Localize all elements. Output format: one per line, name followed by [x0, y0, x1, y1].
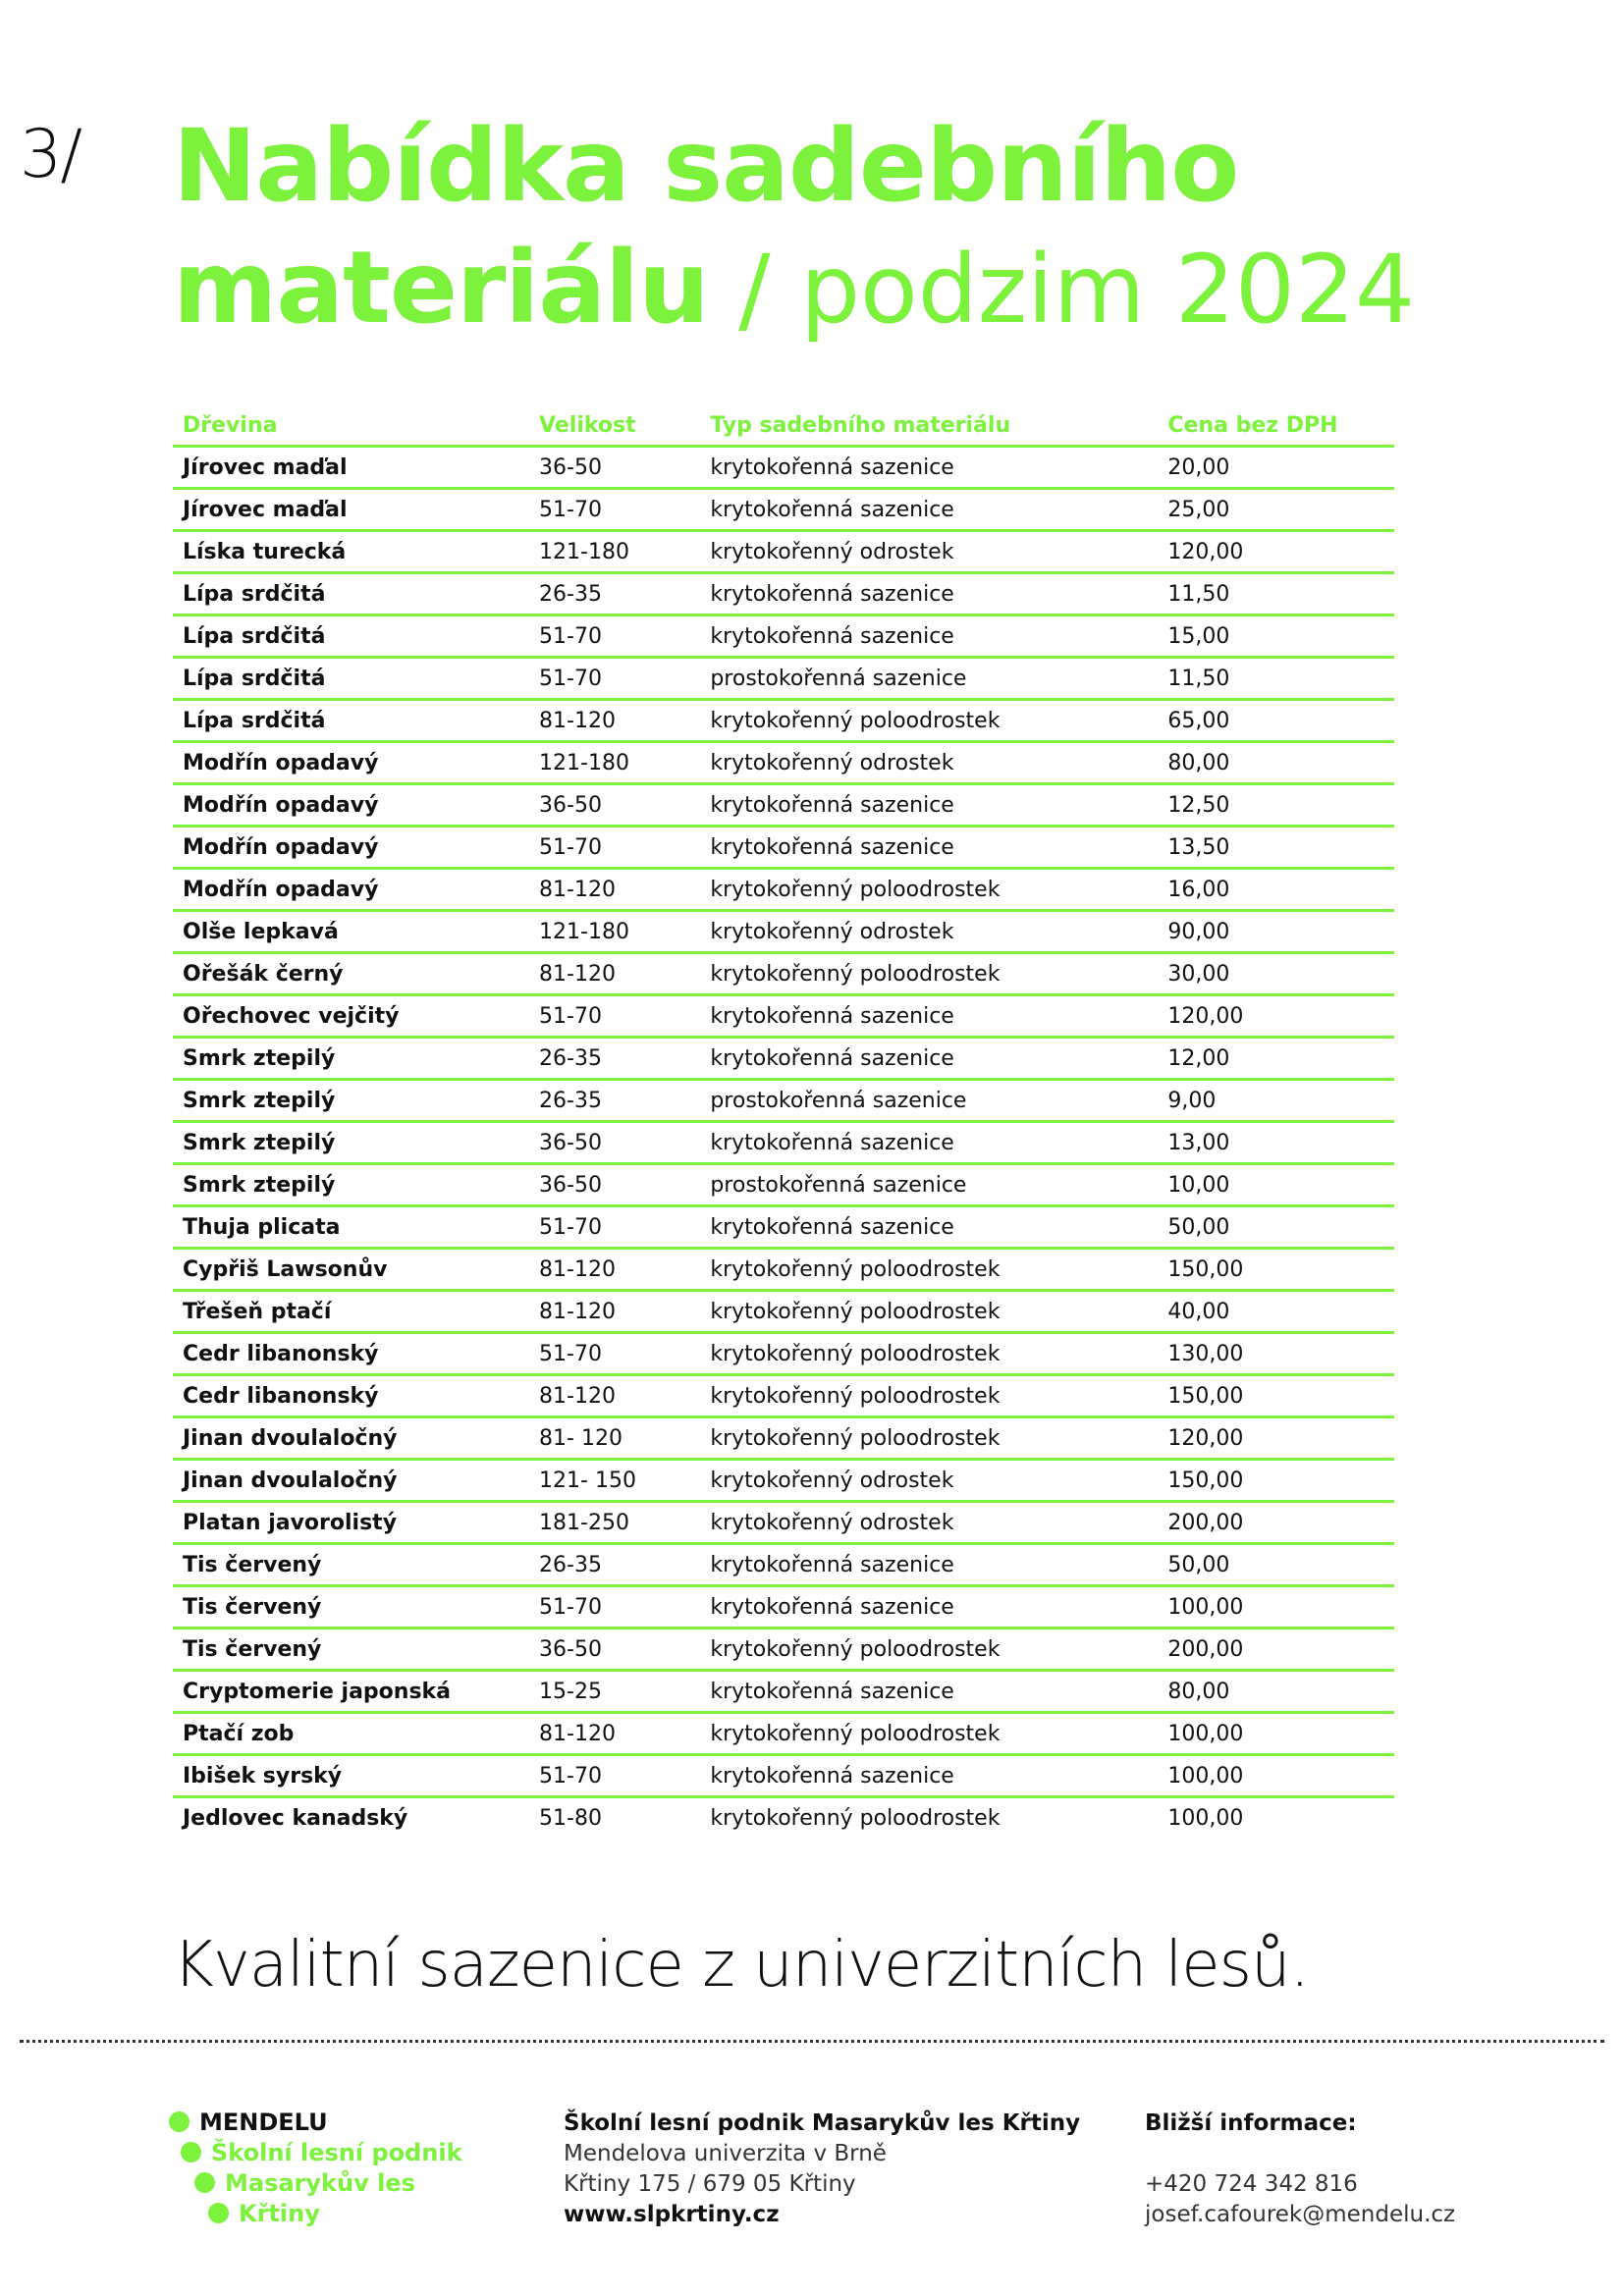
- table-row: [173, 827, 1394, 869]
- cell-price: 90,00: [1158, 911, 1394, 953]
- cell-species: Třešeň ptačí: [173, 1291, 529, 1333]
- info-email-link[interactable]: josef.cafourek@mendelu.cz: [1145, 2202, 1456, 2227]
- table-row: [173, 573, 1394, 615]
- cell-material-type: krytokořenný poloodrostek: [700, 869, 1158, 911]
- cell-species: Modřín opadavý: [173, 784, 529, 827]
- cell-species: Modřín opadavý: [173, 742, 529, 784]
- logo-line-forest: [194, 2169, 476, 2200]
- cell-price: 80,00: [1158, 1671, 1394, 1713]
- logo-text: MENDELU: [199, 2109, 328, 2136]
- info-phone[interactable]: +420 724 342 816: [1145, 2171, 1358, 2197]
- cell-price: 16,00: [1158, 869, 1394, 911]
- cell-price: 12,50: [1158, 784, 1394, 827]
- cell-size: 121- 150: [529, 1460, 700, 1502]
- mendelu-logo: [167, 2109, 462, 2230]
- logo-line-mendelu: [169, 2109, 451, 2139]
- cell-species: Tis červený: [173, 1544, 529, 1586]
- cell-size: 26-35: [529, 1080, 700, 1122]
- cell-species: Smrk ztepilý: [173, 1122, 529, 1164]
- dotted-divider: [20, 2040, 1604, 2043]
- table-row: [173, 1502, 1394, 1544]
- table-row: [173, 531, 1394, 573]
- cell-size: 51-70: [529, 995, 700, 1038]
- cell-size: 81-120: [529, 1291, 700, 1333]
- table-row: [173, 1713, 1394, 1755]
- cell-species: Lípa srdčitá: [173, 700, 529, 742]
- cell-price: 20,00: [1158, 447, 1394, 489]
- cell-material-type: krytokořenný poloodrostek: [700, 1375, 1158, 1417]
- cell-price: 100,00: [1167, 1805, 1244, 1831]
- cell-species: Tis červený: [173, 1586, 529, 1629]
- logo-text: Křtiny: [239, 2200, 320, 2227]
- table-row: [173, 869, 1394, 911]
- cell-material-type: krytokořenný poloodrostek: [700, 700, 1158, 742]
- cell-species: Olše lepkavá: [173, 911, 529, 953]
- table-header-row: [173, 405, 1394, 447]
- table-row: [173, 615, 1394, 658]
- cell-price: 150,00: [1158, 1249, 1394, 1291]
- cell-size: 51-70: [529, 1333, 700, 1375]
- offer-table: [173, 405, 1394, 1838]
- header-species: Dřevina: [173, 405, 529, 447]
- header-material-type: Typ sadebního materiálu: [700, 405, 1158, 447]
- cell-size: 121-180: [529, 911, 700, 953]
- cell-material-type: krytokořenný odrostek: [700, 1460, 1158, 1502]
- cell-material-type: krytokořenná sazenice: [700, 1671, 1158, 1713]
- cell-size: 181-250: [529, 1502, 700, 1544]
- cell-price: 13,00: [1158, 1122, 1394, 1164]
- table-row: [173, 700, 1394, 742]
- cell-material-type: krytokořenná sazenice: [700, 995, 1158, 1038]
- cell-species: Jinan dvoulaločný: [173, 1460, 529, 1502]
- logo-dot-icon: [169, 2111, 189, 2132]
- cell-price: 11,50: [1158, 573, 1394, 615]
- cell-price: 200,00: [1158, 1502, 1394, 1544]
- cell-size: 81-120: [529, 1713, 700, 1755]
- cell-species: Modřín opadavý: [173, 869, 529, 911]
- cell-material-type: krytokořenný poloodrostek: [700, 1333, 1158, 1375]
- cell-size: 36-50: [529, 1164, 700, 1206]
- cell-size: 26-35: [529, 1544, 700, 1586]
- cell-species: Jedlovec kanadský: [183, 1805, 408, 1831]
- table-row: [173, 1291, 1394, 1333]
- cell-price: 12,00: [1158, 1038, 1394, 1080]
- cell-material-type: krytokořenný poloodrostek: [700, 1713, 1158, 1755]
- cell-material-type: krytokořenná sazenice: [700, 489, 1158, 531]
- cell-price: 200,00: [1158, 1629, 1394, 1671]
- table-row: [173, 1755, 1394, 1797]
- cell-species: Ptačí zob: [173, 1713, 529, 1755]
- cell-material-type: krytokořenný odrostek: [700, 531, 1158, 573]
- table-row: [173, 1797, 1394, 1839]
- cell-material-type: prostokořenná sazenice: [700, 1164, 1158, 1206]
- cell-species: Cryptomerie japonská: [173, 1671, 529, 1713]
- slogan: Kvalitní sazenice z univerzitních lesů.: [173, 1929, 1309, 2002]
- cell-size: 51-70: [529, 827, 700, 869]
- cell-size: 51-70: [529, 658, 700, 700]
- cell-size: 51-70: [529, 1755, 700, 1797]
- org-university: Mendelova univerzita v Brně: [564, 2141, 887, 2166]
- cell-species: Líska turecká: [173, 531, 529, 573]
- table-row: [173, 1080, 1394, 1122]
- cell-material-type: krytokořenný poloodrostek: [700, 1629, 1158, 1671]
- cell-material-type: krytokořenný odrostek: [700, 911, 1158, 953]
- table-row: [173, 1417, 1394, 1460]
- cell-size: 121-180: [529, 742, 700, 784]
- logo-dot-icon: [194, 2172, 215, 2193]
- cell-species: Platan javorolistý: [173, 1502, 529, 1544]
- cell-material-type: krytokořenný poloodrostek: [710, 1805, 1001, 1831]
- cell-size: 26-35: [529, 573, 700, 615]
- cell-size: 36-50: [529, 784, 700, 827]
- cell-size: 51-70: [529, 615, 700, 658]
- cell-size: 51-70: [529, 489, 700, 531]
- cell-price: 50,00: [1158, 1544, 1394, 1586]
- table-row: [173, 1629, 1394, 1671]
- cell-price: 100,00: [1158, 1713, 1394, 1755]
- cell-size: 36-50: [529, 1122, 700, 1164]
- table-row: [173, 1586, 1394, 1629]
- title-line-2-light: / podzim 2024: [708, 235, 1416, 345]
- info-spacer: [1145, 2139, 1455, 2169]
- cell-price: 120,00: [1158, 1417, 1394, 1460]
- cell-species: Smrk ztepilý: [173, 1038, 529, 1080]
- header-price: Cena bez DPH: [1158, 405, 1394, 447]
- cell-size: 36-50: [529, 447, 700, 489]
- cell-species: Smrk ztepilý: [173, 1164, 529, 1206]
- cell-material-type: krytokořenný poloodrostek: [700, 1417, 1158, 1460]
- table-row: [173, 1671, 1394, 1713]
- cell-material-type: krytokořenný poloodrostek: [700, 1291, 1158, 1333]
- cell-price: 120,00: [1158, 531, 1394, 573]
- cell-size: 81-120: [529, 700, 700, 742]
- cell-price: 100,00: [1158, 1755, 1394, 1797]
- cell-size: 81-120: [529, 953, 700, 995]
- cell-size: 36-50: [529, 1629, 700, 1671]
- logo-dot-icon: [181, 2142, 201, 2163]
- cell-species: Ořešák černý: [173, 953, 529, 995]
- cell-price: 65,00: [1158, 700, 1394, 742]
- cell-price: 80,00: [1158, 742, 1394, 784]
- cell-species: Cedr libanonský: [173, 1333, 529, 1375]
- cell-species: Ořechovec vejčitý: [173, 995, 529, 1038]
- cell-species: Thuja plicata: [173, 1206, 529, 1249]
- cell-price: 30,00: [1158, 953, 1394, 995]
- cell-material-type: krytokořenný odrostek: [700, 742, 1158, 784]
- cell-price: 120,00: [1158, 995, 1394, 1038]
- cell-material-type: krytokořenná sazenice: [700, 827, 1158, 869]
- cell-price: 9,00: [1158, 1080, 1394, 1122]
- cell-size: 81-120: [529, 869, 700, 911]
- cell-size: 81- 120: [529, 1417, 700, 1460]
- cell-species: Smrk ztepilý: [173, 1080, 529, 1122]
- cell-material-type: krytokořenná sazenice: [700, 1544, 1158, 1586]
- table-row: [173, 658, 1394, 700]
- cell-price: 13,50: [1158, 827, 1394, 869]
- table-row: [173, 1375, 1394, 1417]
- cell-species: Lípa srdčitá: [173, 573, 529, 615]
- cell-size: 51-70: [529, 1206, 700, 1249]
- table-row: [173, 1122, 1394, 1164]
- table-body: [173, 447, 1394, 1839]
- logo-line-school: [181, 2139, 462, 2169]
- cell-material-type: krytokořenná sazenice: [700, 615, 1158, 658]
- cell-price: 15,00: [1158, 615, 1394, 658]
- logo-dot-icon: [208, 2203, 229, 2223]
- cell-material-type: prostokořenná sazenice: [700, 1080, 1158, 1122]
- cell-size: 51-70: [529, 1586, 700, 1629]
- logo-line-krtiny: [208, 2200, 490, 2230]
- cell-price: 40,00: [1158, 1291, 1394, 1333]
- header-size: Velikost: [529, 405, 700, 447]
- table-row: [173, 447, 1394, 489]
- cell-material-type: krytokořenná sazenice: [700, 1755, 1158, 1797]
- organization-contact: [564, 2109, 1080, 2230]
- cell-size: 51-80: [539, 1805, 602, 1831]
- table-row: [173, 953, 1394, 995]
- cell-price: 150,00: [1158, 1375, 1394, 1417]
- org-website-link[interactable]: www.slpkrtiny.cz: [564, 2202, 780, 2227]
- table-row: [173, 742, 1394, 784]
- cell-size: 81-120: [529, 1375, 700, 1417]
- table-row: [173, 1544, 1394, 1586]
- table-row: [173, 1164, 1394, 1206]
- table-row: [173, 911, 1394, 953]
- page-title: [173, 106, 1547, 372]
- cell-size: 121-180: [529, 531, 700, 573]
- more-info: [1145, 2109, 1455, 2230]
- title-line-2-bold: materiálu: [173, 230, 709, 347]
- table-row: [173, 489, 1394, 531]
- cell-species: Ibišek syrský: [173, 1755, 529, 1797]
- cell-species: Lípa srdčitá: [173, 658, 529, 700]
- cell-species: Tis červený: [173, 1629, 529, 1671]
- cell-price: 10,00: [1158, 1164, 1394, 1206]
- cell-material-type: krytokořenná sazenice: [700, 784, 1158, 827]
- cell-material-type: krytokořenná sazenice: [700, 1586, 1158, 1629]
- table-row: [173, 1206, 1394, 1249]
- cell-price: 150,00: [1158, 1460, 1394, 1502]
- table-row: [173, 1249, 1394, 1291]
- cell-species: Jírovec maďal: [173, 447, 529, 489]
- table-row: [173, 1038, 1394, 1080]
- cell-price: 130,00: [1158, 1333, 1394, 1375]
- title-line-2: [173, 228, 1547, 372]
- cell-size: 26-35: [529, 1038, 700, 1080]
- cell-material-type: krytokořenný poloodrostek: [700, 1249, 1158, 1291]
- cell-species: Cedr libanonský: [173, 1375, 529, 1417]
- table-row: [173, 1333, 1394, 1375]
- cell-species: Jírovec maďal: [173, 489, 529, 531]
- cell-material-type: krytokořenná sazenice: [700, 1038, 1158, 1080]
- cell-species: Modřín opadavý: [173, 827, 529, 869]
- cell-price: 11,50: [1158, 658, 1394, 700]
- cell-price: 25,00: [1158, 489, 1394, 531]
- cell-size: 81-120: [529, 1249, 700, 1291]
- cell-material-type: krytokořenná sazenice: [700, 447, 1158, 489]
- title-line-1: Nabídka sadebního: [173, 108, 1239, 225]
- cell-material-type: prostokořenná sazenice: [700, 658, 1158, 700]
- cell-material-type: krytokořenná sazenice: [700, 1122, 1158, 1164]
- cell-material-type: krytokořenný odrostek: [700, 1502, 1158, 1544]
- table-row: [173, 784, 1394, 827]
- org-name: Školní lesní podnik Masarykův les Křtiny: [564, 2110, 1081, 2136]
- cell-species: Lípa srdčitá: [173, 615, 529, 658]
- cell-price: 100,00: [1158, 1586, 1394, 1629]
- cell-material-type: krytokořenná sazenice: [700, 573, 1158, 615]
- table-row: [173, 1460, 1394, 1502]
- cell-size: 15-25: [529, 1671, 700, 1713]
- cell-price: 50,00: [1158, 1206, 1394, 1249]
- org-address: Křtiny 175 / 679 05 Křtiny: [564, 2171, 856, 2197]
- cell-species: Jinan dvoulaločný: [173, 1417, 529, 1460]
- cell-material-type: krytokořenný poloodrostek: [700, 953, 1158, 995]
- info-heading: Bližší informace:: [1145, 2110, 1357, 2136]
- cell-material-type: krytokořenná sazenice: [700, 1206, 1158, 1249]
- logo-text: Školní lesní podnik: [211, 2139, 462, 2166]
- logo-text: Masarykův les: [225, 2169, 415, 2197]
- cell-species: Cypřiš Lawsonův: [173, 1249, 529, 1291]
- table-row: [173, 995, 1394, 1038]
- page-number: 3/: [20, 116, 81, 193]
